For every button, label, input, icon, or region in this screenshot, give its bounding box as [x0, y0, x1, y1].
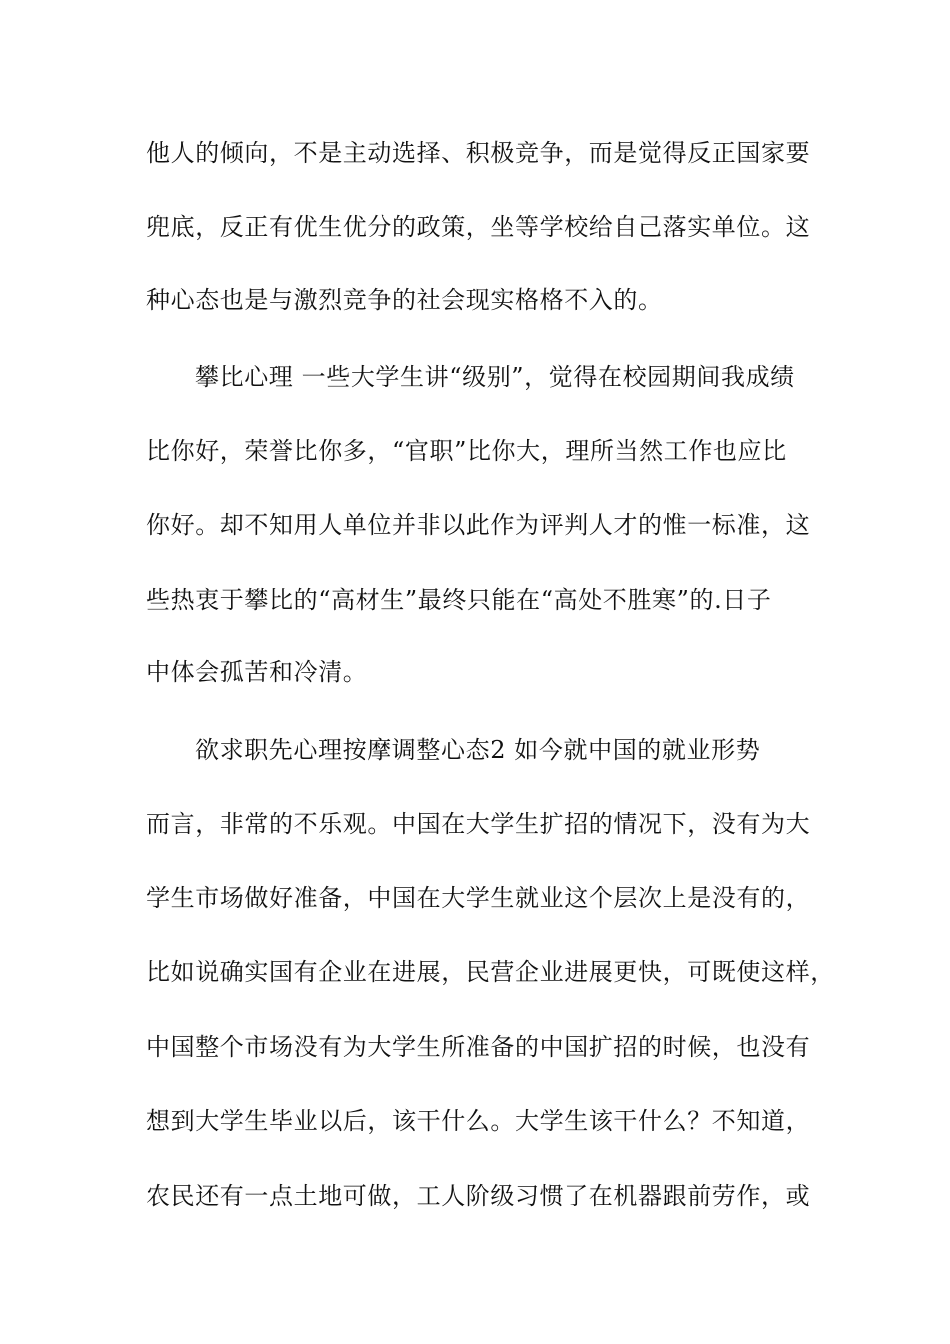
paragraph-line: 攀比心理 一些大学生讲“级别”，觉得在校园期间我成绩 — [195, 363, 795, 391]
paragraph-line: 种心态也是与激烈竞争的社会现实格格不入的。 — [146, 286, 663, 314]
paragraph-line: 比你好，荣誉比你多，“官职”比你大，理所当然工作也应比 — [146, 437, 787, 465]
paragraph-line: 学生市场做好准备，中国在大学生就业这个层次上是没有的， — [146, 884, 811, 912]
paragraph-line: 你好。却不知用人单位并非以此作为评判人才的惟一标准，这 — [146, 511, 811, 539]
paragraph-line: 想到大学生毕业以后，该干什么。大学生该干什么？不知道， — [146, 1107, 811, 1135]
paragraph-line: 欲求职先心理按摩调整心态2 如今就中国的就业形势 — [195, 736, 761, 764]
paragraph-line: 他人的倾向，不是主动选择、积极竞争，而是觉得反正国家要 — [146, 139, 811, 167]
paragraph-line: 农民还有一点土地可做，工人阶级习惯了在机器跟前劳作，或 — [146, 1182, 811, 1210]
paragraph-line: 比如说确实国有企业在进展，民营企业进展更快，可既使这样， — [146, 958, 835, 986]
paragraph-line: 兜底，反正有优生优分的政策，坐等学校给自己落实单位。这 — [146, 213, 811, 241]
paragraph-line: 些热衷于攀比的“高材生”最终只能在“高处不胜寒”的.日子 — [146, 586, 772, 614]
paragraph-line: 中国整个市场没有为大学生所准备的中国扩招的时候，也没有 — [146, 1033, 811, 1061]
paragraph-line: 中体会孤苦和冷清。 — [146, 658, 368, 686]
paragraph-line: 而言，非常的不乐观。中国在大学生扩招的情况下，没有为大 — [146, 810, 811, 838]
